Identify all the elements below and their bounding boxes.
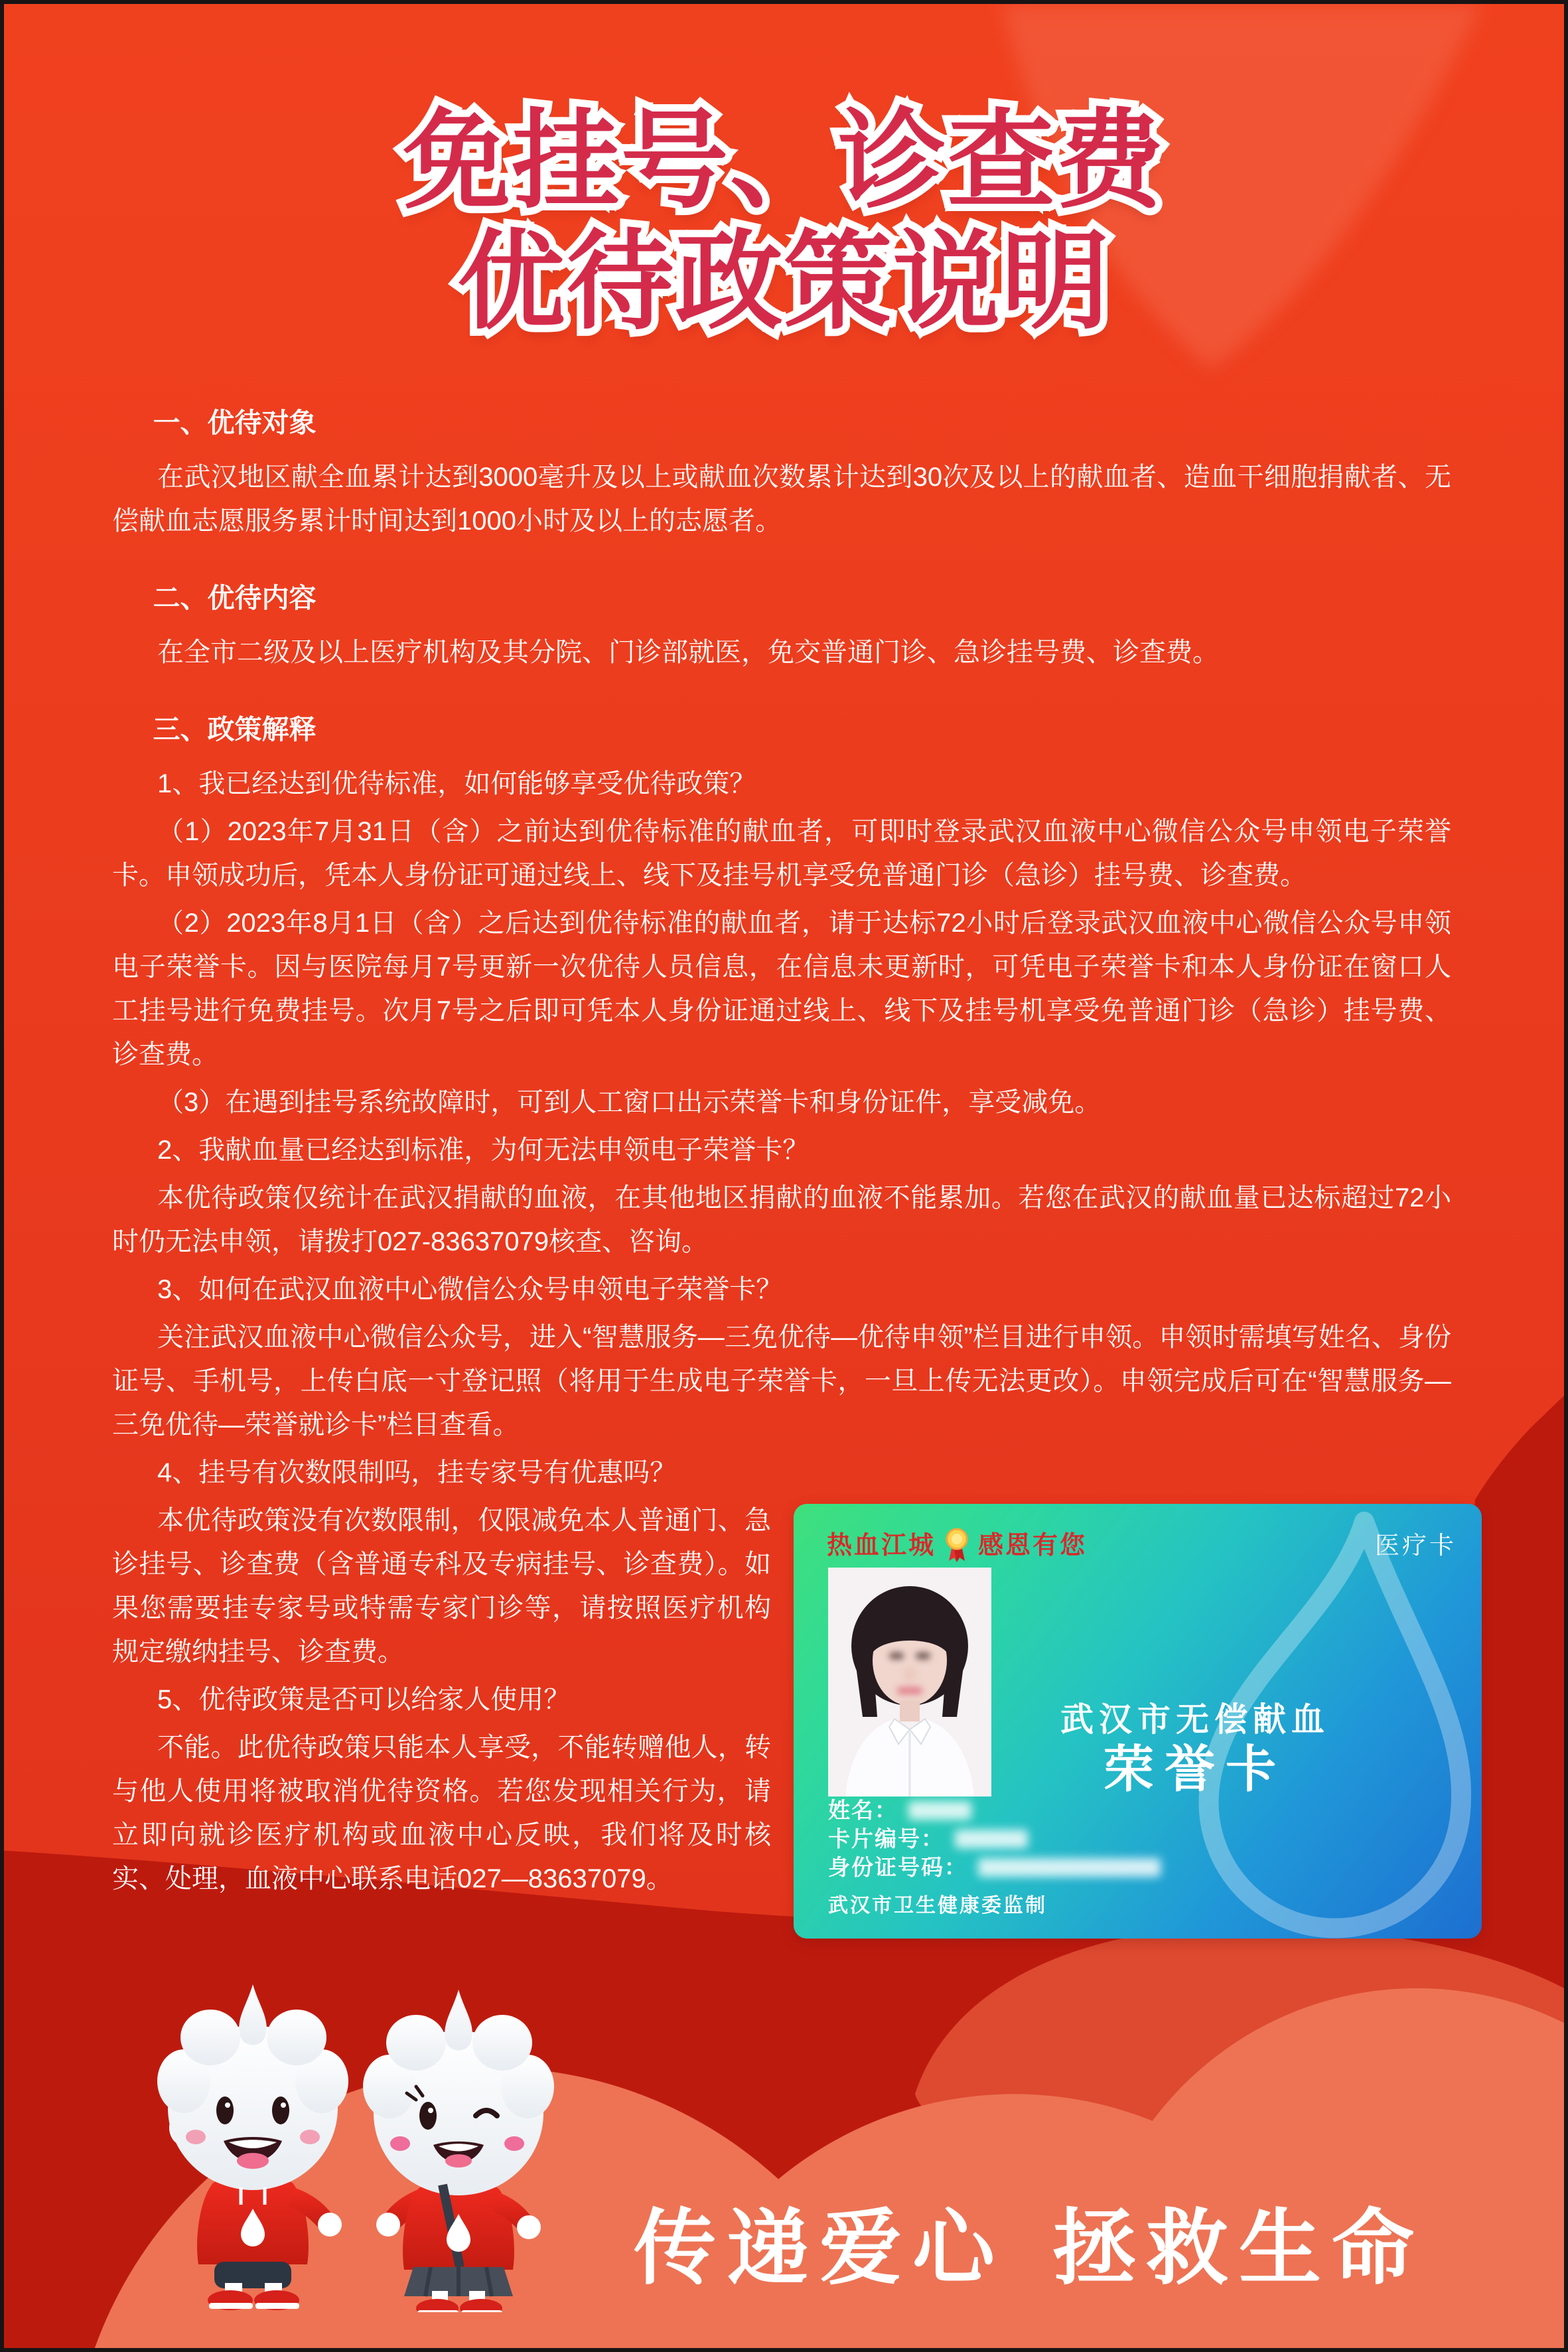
id-photo [828, 1568, 991, 1797]
card-org-line2: 荣誉卡 [1104, 1741, 1287, 1798]
card-field-cardno-label: 卡片编号： [828, 1826, 944, 1851]
card-type-label: 医疗卡 [1375, 1532, 1457, 1559]
qa-question-1: 1、我已经达到优待标准，如何能够享受优待政策？ [157, 769, 756, 798]
qa-answer-2: 本优待政策仅统计在武汉捐献的血液，在其他地区捐献的血液不能累加。若您在武汉的献血量已达标超过72小时仍无法申领，请拨打027-83637079核查、咨询。 [112, 1183, 1451, 1256]
card-header-left-text-b: 感恩有您 [978, 1532, 1088, 1560]
id-photo-portrait-icon [828, 1568, 991, 1797]
card-field-idno-value-redacted [978, 1858, 1161, 1877]
qa-question-2: 2、我献血量已经达到标准，为何无法申领电子荣誉卡？ [157, 1136, 810, 1165]
card-field-name-label: 姓名： [828, 1797, 898, 1822]
card-field-idno [828, 1853, 1161, 1881]
mascot-right [363, 1990, 554, 2312]
qa-answer-3: 关注武汉血液中心微信公众号，进入“智慧服务—三免优待—优待申领”栏目进行申领。申领时需填写姓名、身份证号、手机号，上传白底一寸登记照（将用于生成电子荣誉卡，一旦上传无法更改）。申领完成后可在“智慧服务—三免优待—荣誉就诊卡”栏目查看。 [112, 1323, 1451, 1439]
card-header-left-text-a: 热血江城 [827, 1532, 936, 1560]
honor-card [794, 1504, 1482, 1939]
qa-answer-4: 本优待政策没有次数限制，仅限减免本人普通门、急诊挂号、诊查费（含普通专科及专病挂号、诊查费）。如果您需要挂专家号或特需专家门诊等，请按照医疗机构规定缴纳挂号、诊查费。 [112, 1506, 771, 1666]
qa-answer-1-2: （2）2023年8月1日（含）之后达到优待标准的献血者，请于达标72小时后登录武汉血液中心微信公众号申领电子荣誉卡。因与医院每月7号更新一次优待人员信息，在信息未更新时，可凭电子荣誉卡和本人身份证在窗口人工挂号进行免费挂号。次月7号之后即可凭本人身份证通过线上、线下及挂号机享受免普通门诊（急诊）挂号费、诊查费。 [112, 909, 1451, 1069]
medal-icon [944, 1528, 970, 1564]
card-fields [828, 1796, 1161, 1881]
section-heading-benefits: 二、优待内容 [153, 583, 317, 613]
qa-answer-1-3: （3）在遇到挂号系统故障时，可到人工窗口出示荣誉卡和身份证件，享受减免。 [157, 1088, 1102, 1117]
qa-answer-1-1: （1）2023年7月31日（含）之前达到优待标准的献血者，可即时登录武汉血液中心微信公众号申领电子荣誉卡。申领成功后，凭本人身份证可通过线上、线下及挂号机享受免普通门诊（急诊）挂号费、诊查费。 [112, 817, 1451, 890]
poster-title-line2: 优待政策说明 优待政策说明 [4, 222, 1564, 342]
footer-slogan-part1: 传递爱心 [633, 2203, 1005, 2294]
qa-question-4: 4、挂号有次数限制吗，挂专家号有优惠吗？ [157, 1458, 677, 1487]
card-header-left [827, 1524, 1087, 1568]
poster-title-line1: 免挂号、诊查费 免挂号、诊查费 [4, 101, 1564, 222]
policy-content [112, 401, 1457, 1947]
qa-question-5: 5、优待政策是否可以给家人使用？ [157, 1685, 571, 1714]
qa-answer-5: 不能。此优待政策只能本人享受，不能转赠他人，转与他人使用将被取消优待资格。若您发现相关行为，请立即向就诊医疗机构或血液中心反映，我们将及时核实、处理，血液中心联系电话027—83637079。 [112, 1733, 771, 1893]
mascot-left [157, 1984, 348, 2310]
card-field-name-value-redacted [908, 1801, 971, 1820]
qa-question-3: 3、如何在武汉血液中心微信公众号申领电子荣誉卡？ [157, 1275, 783, 1304]
footer-slogan [601, 2182, 1457, 2300]
section-body-targets: 在武汉地区献全血累计达到3000毫升及以上或献血次数累计达到30次及以上的献血者、造血干细胞捐献者、无偿献血志愿服务累计时间达到1000小时及以上的志愿者。 [112, 463, 1451, 536]
section-heading-explanation: 三、政策解释 [153, 714, 317, 745]
section-heading-targets: 一、优待对象 [153, 407, 317, 438]
footer-slogan-part2: 拯救生命 [1053, 2203, 1425, 2294]
section-body-benefits: 在全市二级及以上医疗机构及其分院、门诊部就医，免交普通门诊、急诊挂号费、诊查费。 [157, 638, 1219, 667]
card-issuer: 武汉市卫生健康委监制 [828, 1895, 1047, 1917]
poster-title [4, 101, 1564, 342]
card-field-idno-label: 身份证号码： [828, 1854, 967, 1879]
card-header [827, 1524, 1457, 1568]
card-org-line1: 武汉市无偿献血 [1060, 1701, 1330, 1738]
blood-drop-mascots-icon [153, 1980, 565, 2312]
card-field-cardno-value-redacted [955, 1830, 1028, 1848]
